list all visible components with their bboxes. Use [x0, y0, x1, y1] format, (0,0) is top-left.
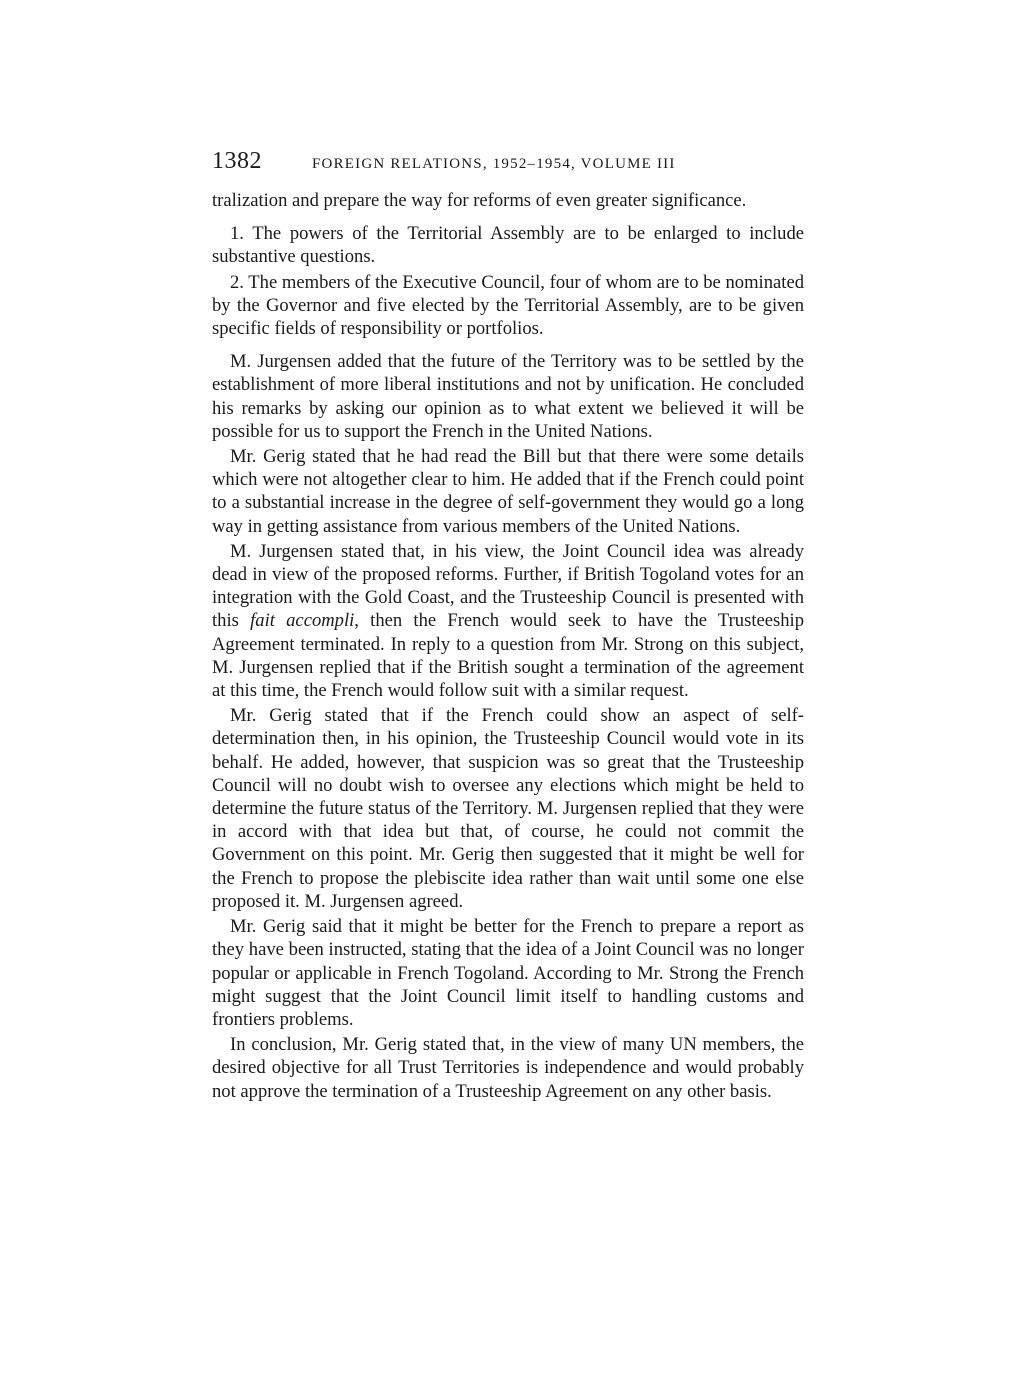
- page-number: 1382: [212, 148, 262, 174]
- paragraph: Mr. Gerig stated that if the French could show an aspect of self-determination then, in his opinion, the Trusteeship Council would vote in its behalf. He added, however, that suspicion was so great that the Trusteeship Council will no doubt wish to oversee any elections which might be held to determine the future status of the Territory. M. Jurgensen replied that they were in accord with that idea but that, of course, he could not commit the Government on this point. Mr. Gerig then suggested that it might be well for the French to propose the plebiscite idea rather than wait until some one else proposed it. M. Jurgensen agreed.: [212, 705, 804, 912]
- paragraph-text: , then the French would seek to have the Trusteeship Agreement terminated. In reply to a question from Mr. Strong on this subject, M. Jurgensen replied that if the British sought a termination of the agreement at this time, the French would follow suit with a similar request.: [212, 610, 804, 702]
- italic-phrase: fait accompli: [250, 610, 355, 632]
- paragraph: [212, 540, 804, 702]
- paragraph-text: M. Jurgensen stated that, in his view, the Joint Council idea was already dead in view of the proposed reforms. Further, if British Togoland votes for an integration with the Gold Coast, and the Trusteeship Council is presented with this: [212, 540, 804, 632]
- body-text: [212, 189, 804, 1103]
- paragraph: In conclusion, Mr. Gerig stated that, in the view of many UN members, the desired objective for all Trust Territories is independence and would probably not approve the termination of a Trusteeship Agreement on any other basis.: [212, 1034, 804, 1102]
- paragraph-item-1: 1. The powers of the Territorial Assembly are to be enlarged to include substantive questions.: [212, 223, 804, 268]
- paragraph: M. Jurgensen added that the future of the Territory was to be settled by the establishment of more liberal institutions and not by unification. He concluded his remarks by asking our opinion as to what extent we believed it will be possible for us to support the French in the United Nations.: [212, 351, 804, 442]
- paragraph-item-2: 2. The members of the Executive Council, four of whom are to be nominated by the Governor and five elected by the Territorial Assembly, are to be given specific fields of responsibility or portfolios.: [212, 271, 804, 340]
- paragraph-continuation: tralization and prepare the way for reforms of even greater significance.: [212, 190, 747, 211]
- paragraph: Mr. Gerig said that it might be better for the French to prepare a report as they have been instructed, stating that the idea of a Joint Council was no longer popular or applicable in French Togoland. According to Mr. Strong the French might suggest that the Joint Council limit itself to handling customs and frontiers problems.: [212, 916, 804, 1030]
- paragraph: Mr. Gerig stated that he had read the Bill but that there were some details which were not altogether clear to him. He added that if the French could point to a substantial increase in the degree of self-government they would go a long way in getting assistance from various members of the United Nations.: [212, 446, 804, 537]
- running-title: FOREIGN RELATIONS, 1952–1954, VOLUME III: [312, 156, 676, 172]
- running-header: [212, 148, 804, 175]
- document-page: [212, 148, 804, 1103]
